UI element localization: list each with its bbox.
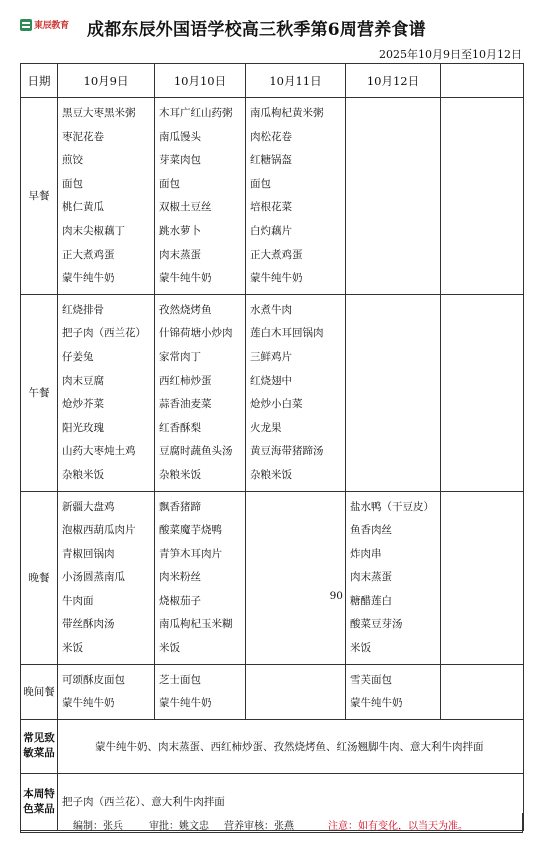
dinner-row [21, 491, 524, 664]
nutrition-reviewer: 营养审核：张燕 [224, 821, 294, 832]
day-cell [58, 491, 155, 664]
meal-label-breakfast: 早餐 [21, 98, 58, 295]
dish-item: 南瓜枸杞黄米粥 [250, 107, 324, 119]
dish-item: 糖醋莲白 [350, 594, 392, 607]
dish-item: 正大煮鸡蛋 [62, 248, 115, 261]
logo-text: 東辰教育 [34, 21, 69, 31]
empty-header [441, 64, 524, 98]
dish-item: 牛肉面 [62, 594, 94, 607]
dish-item: 泡椒西葫瓜肉片 [62, 524, 136, 537]
dish-item: 仔姜兔 [62, 350, 94, 363]
day-header: 10月11日 [246, 64, 346, 98]
late-snack-row [21, 664, 524, 719]
dish-list [58, 665, 154, 719]
day-cell [246, 294, 346, 491]
empty-cell [441, 98, 524, 295]
logo-mark-icon [20, 19, 32, 31]
dish-list [58, 98, 154, 294]
day-cell [155, 98, 246, 295]
dish-item: 肉米粉丝 [159, 571, 201, 584]
dish-item: 炝炒小白菜 [250, 398, 303, 411]
meal-label-lunch: 午餐 [21, 294, 58, 491]
dish-list [346, 665, 440, 719]
menu-table [20, 63, 524, 831]
lunch-row [21, 294, 524, 491]
dish-list [58, 492, 154, 664]
dish-item: 蒙牛纯牛奶 [250, 272, 303, 285]
dish-item: 蒙牛纯牛奶 [62, 697, 115, 710]
dish-item: 芽菜肉包 [159, 154, 201, 167]
dish-item: 青椒回锅肉 [62, 547, 115, 560]
day-header: 10月10日 [155, 64, 246, 98]
dish-item: 水煮牛肉 [250, 303, 292, 316]
dish-list [246, 492, 345, 499]
school-logo [20, 17, 76, 33]
dish-item: 煎饺 [62, 154, 83, 167]
day-cell [246, 98, 346, 295]
side-number: 90 [329, 589, 343, 602]
dish-item: 黄豆海带猪蹄汤 [250, 445, 324, 458]
allergen-row [21, 719, 524, 773]
dish-item: 枣泥花卷 [62, 130, 104, 143]
dish-item: 烧椒茄子 [159, 594, 201, 607]
reviewer: 审批：姚文忠 [149, 821, 209, 832]
dish-item: 阳光玫瑰 [62, 421, 104, 434]
header-row [21, 64, 524, 98]
day-cell [155, 664, 246, 719]
dish-item: 雪芙面包 [350, 673, 392, 686]
meal-label-late-snack: 晚间餐 [21, 664, 58, 719]
dish-item: 盐水鸭（干豆皮） [350, 500, 434, 513]
dish-item: 蒙牛纯牛奶 [159, 272, 212, 285]
day-cell [155, 491, 246, 664]
dish-item: 白灼藕片 [250, 224, 292, 237]
dish-item: 桃仁黄瓜 [62, 201, 104, 214]
day-cell [346, 664, 441, 719]
dish-item: 米饭 [159, 642, 180, 655]
dish-list [155, 98, 245, 294]
day-header: 10月12日 [346, 64, 441, 98]
empty-cell [441, 664, 524, 719]
dish-item: 黑豆大枣黑米粥 [62, 107, 136, 119]
dish-item: 蒙牛纯牛奶 [350, 697, 403, 710]
day-cell [58, 294, 155, 491]
dish-item: 红糖锅盔 [250, 154, 292, 167]
dish-list [246, 98, 345, 294]
dish-item: 酸菜豆芽汤 [350, 618, 403, 631]
dish-list [246, 295, 345, 491]
dish-item: 蒜香油麦菜 [159, 398, 212, 411]
dish-item: 莲白木耳回锅肉 [250, 327, 324, 340]
dish-item: 南瓜馒头 [159, 130, 201, 143]
dish-item: 飘香猪蹄 [159, 500, 201, 513]
dish-item: 肉末豆腐 [62, 374, 104, 387]
dish-list [346, 98, 440, 105]
day-cell [346, 491, 441, 664]
dish-item: 肉末蒸蛋 [159, 248, 201, 261]
dish-item: 孜然烧烤鱼 [159, 303, 212, 316]
dish-list [155, 295, 245, 491]
dish-list [58, 295, 154, 491]
dish-item: 新疆大盘鸡 [62, 500, 115, 513]
dish-item: 酸菜魔芋烧鸭 [159, 524, 222, 537]
dish-item: 红烧排骨 [62, 303, 104, 316]
footer [20, 813, 523, 833]
dish-item: 南瓜枸杞玉米糊 [159, 618, 233, 631]
date-header: 日期 [21, 64, 58, 98]
empty-cell [441, 294, 524, 491]
dish-item: 芝士面包 [159, 673, 201, 686]
dish-item: 面包 [159, 177, 180, 190]
editor: 编制：张兵 [73, 821, 123, 832]
dish-item: 蒙牛纯牛奶 [62, 272, 115, 285]
featured-text: 把子肉（西兰花）、意大利牛肉拌面 [58, 773, 524, 830]
day-cell [246, 491, 346, 664]
dish-item: 豆腐时蔬鱼头汤 [159, 445, 233, 458]
dish-item: 米饭 [62, 642, 83, 655]
dish-item: 山药大枣炖土鸡 [62, 445, 136, 458]
dish-item: 家常肉丁 [159, 350, 201, 363]
dish-item: 火龙果 [250, 421, 282, 434]
notice: 注意：如有变化，以当天为准。 [328, 821, 468, 832]
dish-item: 什锦荷塘小炒肉 [159, 327, 233, 340]
dish-item: 跳水萝卜 [159, 224, 201, 237]
dish-item: 肉末尖椒藕丁 [62, 224, 125, 237]
dish-list [346, 492, 440, 664]
dish-item: 培根花菜 [250, 201, 292, 214]
day-cell [346, 98, 441, 295]
breakfast-row [21, 98, 524, 295]
dish-item: 木耳广红山药粥 [159, 107, 233, 119]
dish-item: 鱼香肉丝 [350, 524, 392, 537]
date-range: 2025年10月9日至10月12日 [379, 48, 522, 61]
dish-list [346, 295, 440, 302]
dish-item: 杂粮米饭 [159, 468, 201, 481]
allergen-text: 蒙牛纯牛奶、肉末蒸蛋、西红柿炒蛋、孜然烧烤鱼、红汤翘脚牛肉、意大利牛肉拌面 [58, 719, 524, 773]
meal-label-dinner: 晚餐 [21, 491, 58, 664]
dish-item: 三鲜鸡片 [250, 350, 292, 363]
day-cell [246, 664, 346, 719]
dish-item: 红香酥梨 [159, 421, 201, 434]
dish-item: 炸肉串 [350, 547, 382, 560]
dish-item: 米饭 [350, 642, 371, 655]
dish-item: 红烧翅中 [250, 374, 292, 387]
dish-item: 杂粮米饭 [250, 468, 292, 481]
dish-item: 可颂酥皮面包 [62, 673, 125, 686]
dish-item: 面包 [250, 177, 271, 190]
day-header: 10月9日 [58, 64, 155, 98]
dish-list [155, 492, 245, 664]
dish-item: 青笋木耳肉片 [159, 547, 222, 560]
dish-item: 正大煮鸡蛋 [250, 248, 303, 261]
empty-cell [441, 491, 524, 664]
dish-list [155, 665, 245, 719]
dish-item: 杂粮米饭 [62, 468, 104, 481]
dish-item: 小汤圆蒸南瓜 [62, 571, 125, 584]
dish-item: 炝炒芥菜 [62, 398, 104, 411]
day-cell [58, 664, 155, 719]
day-cell [346, 294, 441, 491]
dish-item: 肉末蒸蛋 [350, 571, 392, 584]
day-cell [155, 294, 246, 491]
featured-label: 本周特色菜品 [21, 773, 58, 830]
dish-item: 面包 [62, 177, 83, 190]
day-cell [58, 98, 155, 295]
allergen-label: 常见致敏菜品 [21, 719, 58, 773]
dish-item: 把子肉（西兰花） [62, 327, 146, 340]
dish-item: 带丝酥肉汤 [62, 618, 115, 631]
dish-item: 双椒土豆丝 [159, 201, 212, 214]
dish-item: 蒙牛纯牛奶 [159, 697, 212, 710]
dish-item: 肉松花卷 [250, 130, 292, 143]
dish-item: 西红柿炒蛋 [159, 374, 212, 387]
dish-list [246, 665, 345, 672]
page-title: 成都东辰外国语学校高三秋季第6周营养食谱 [87, 20, 426, 40]
